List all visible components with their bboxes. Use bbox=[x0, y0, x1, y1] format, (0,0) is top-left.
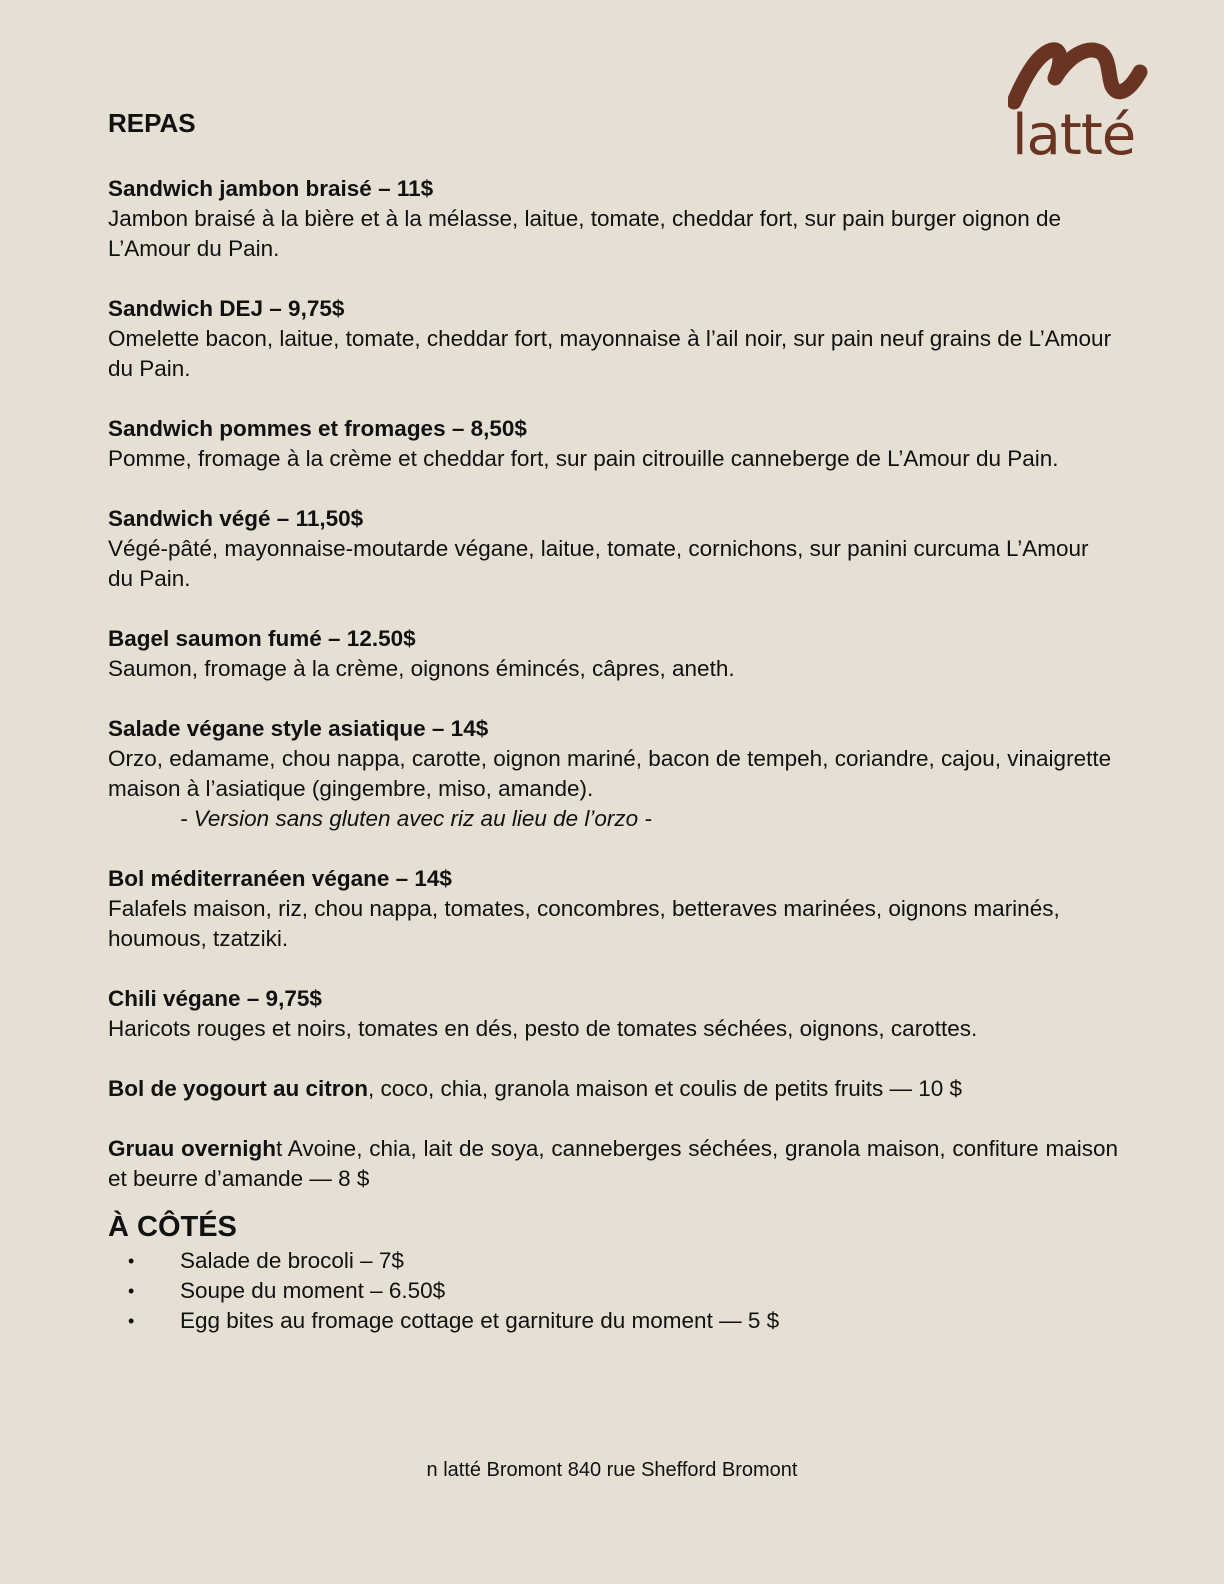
side-item-text: Egg bites au fromage cottage et garniture du moment — 5 $ bbox=[180, 1308, 780, 1333]
menu-item-description: Falafels maison, riz, chou nappa, tomates, concombres, betteraves marinées, oignons marinés, houmous, tzatziki. bbox=[108, 896, 1060, 951]
menu-item-description: Jambon braisé à la bière et à la mélasse, laitue, tomate, cheddar fort, sur pain burger oignon de L’Amour du Pain. bbox=[108, 206, 1062, 261]
menu-item-yogourt bbox=[108, 1074, 1118, 1104]
side-item-text: Salade de brocoli – 7$ bbox=[180, 1248, 404, 1273]
menu-item-name: Sandwich pommes et fromages – 8,50$ bbox=[108, 416, 527, 441]
sides-list bbox=[108, 1246, 779, 1336]
menu-item-description: t Avoine, chia, lait de soya, canneberges séchées, granola maison, confiture maison et beurre d’amande — 8 $ bbox=[108, 1136, 1118, 1191]
section-title-repas: REPAS bbox=[108, 108, 196, 138]
menu-item-description: Omelette bacon, laitue, tomate, cheddar fort, mayonnaise à l’ail noir, sur pain neuf grains de L’Amour du Pain. bbox=[108, 326, 1112, 381]
menu-item bbox=[108, 414, 1118, 474]
list-item bbox=[108, 1276, 779, 1306]
menu-item-name: Chili végane – 9,75$ bbox=[108, 986, 322, 1011]
menu-item-name: Bagel saumon fumé – 12.50$ bbox=[108, 626, 416, 651]
bullet-icon: • bbox=[128, 1281, 135, 1301]
footer-address: n latté Bromont 840 rue Shefford Bromont bbox=[426, 1459, 798, 1481]
bullet-icon: • bbox=[128, 1311, 135, 1331]
section-title-cotes: À CÔTÉS bbox=[108, 1211, 237, 1243]
menu-item-gruau bbox=[108, 1134, 1118, 1194]
side-item-text: Soupe du moment – 6.50$ bbox=[180, 1278, 446, 1303]
menu-item bbox=[108, 984, 1118, 1044]
menu-item-description: Végé-pâté, mayonnaise-moutarde végane, laitue, tomate, cornichons, sur panini curcuma L’Amour du Pain. bbox=[108, 536, 1089, 591]
menu-item bbox=[108, 504, 1118, 594]
menu-item-description: Saumon, fromage à la crème, oignons émincés, câpres, aneth. bbox=[108, 656, 735, 681]
menu-item bbox=[108, 714, 1118, 834]
menu-item-name: Sandwich végé – 11,50$ bbox=[108, 506, 364, 531]
menu-item-name: Gruau overnigh bbox=[108, 1136, 277, 1161]
menu-item bbox=[108, 624, 1118, 684]
menu-item-description: Haricots rouges et noirs, tomates en dés, pesto de tomates séchées, oignons, carottes. bbox=[108, 1016, 978, 1041]
menu-item-description: Orzo, edamame, chou nappa, carotte, oignon mariné, bacon de tempeh, coriandre, cajou, vinaigrette maison à l’asiatique (gingembre, miso, amande). bbox=[108, 746, 1112, 801]
list-item bbox=[108, 1306, 779, 1336]
menu-item-description: , coco, chia, granola maison et coulis de petits fruits — 10 $ bbox=[368, 1076, 963, 1101]
logo-n-mark bbox=[1008, 40, 1148, 110]
menu-list bbox=[108, 174, 1118, 1224]
bullet-icon: • bbox=[128, 1251, 135, 1271]
menu-item-name: Sandwich jambon braisé – 11$ bbox=[108, 176, 434, 201]
menu-item-description: Pomme, fromage à la crème et cheddar fort, sur pain citrouille canneberge de L’Amour du Pain. bbox=[108, 446, 1059, 471]
logo bbox=[1008, 40, 1168, 170]
menu-item-name: Salade végane style asiatique – 14$ bbox=[108, 716, 489, 741]
menu-item-name: Bol de yogourt au citron bbox=[108, 1076, 369, 1101]
menu-item-name: Sandwich DEJ – 9,75$ bbox=[108, 296, 345, 321]
menu-item-note: - Version sans gluten avec riz au lieu de l’orzo - bbox=[180, 806, 652, 831]
menu-item bbox=[108, 174, 1118, 264]
menu-item bbox=[108, 294, 1118, 384]
menu-item bbox=[108, 864, 1118, 954]
list-item bbox=[108, 1246, 779, 1276]
logo-text: latté bbox=[1012, 103, 1136, 168]
menu-item-name: Bol méditerranéen végane – 14$ bbox=[108, 866, 452, 891]
